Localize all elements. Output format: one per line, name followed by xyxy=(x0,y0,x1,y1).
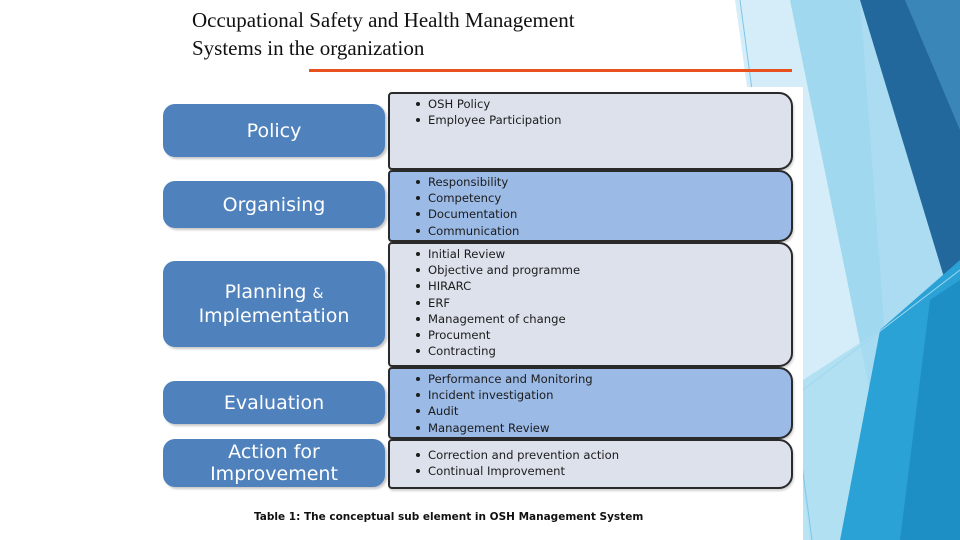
list-item: Employee Participation xyxy=(428,112,791,128)
list-item: Responsibility xyxy=(428,174,791,190)
list-item: Competency xyxy=(428,190,791,206)
list-item: Performance and Monitoring xyxy=(428,371,791,387)
list-item: Continual Improvement xyxy=(428,463,791,479)
slide-title-line-2: Systems in the organization xyxy=(192,36,425,60)
list-item: Objective and programme xyxy=(428,262,791,278)
items-panel-organising xyxy=(388,170,793,242)
list-item: Management Review xyxy=(428,420,791,436)
slide-title xyxy=(192,6,752,62)
items-panel-planning xyxy=(388,242,793,367)
stage-label-line-1 xyxy=(225,281,324,305)
list-item: Communication xyxy=(428,223,791,239)
items-panel-action xyxy=(388,439,793,489)
list-item: Documentation xyxy=(428,206,791,222)
list-item: Contracting xyxy=(428,343,791,359)
osh-table-figure xyxy=(155,87,803,534)
items-panel-policy xyxy=(388,92,793,170)
stage-policy xyxy=(163,104,385,157)
list-item: ERF xyxy=(428,295,791,311)
stage-label-line-1: Action for xyxy=(228,441,320,463)
list-item: Audit xyxy=(428,403,791,419)
stage-organising xyxy=(163,181,385,228)
list-item: Correction and prevention action xyxy=(428,447,791,463)
stage-evaluation xyxy=(163,381,385,424)
stage-label-line-2: Improvement xyxy=(210,463,338,485)
figure-caption: Table 1: The conceptual sub element in OSH Management System xyxy=(254,511,644,523)
list-item: Management of change xyxy=(428,311,791,327)
items-panel-evaluation xyxy=(388,367,793,439)
stage-label: Policy xyxy=(246,119,302,142)
stage-label-ampersand: & xyxy=(312,286,324,302)
stage-planning-implementation xyxy=(163,261,385,347)
stage-label: Planning xyxy=(224,281,307,303)
list-item: Incident investigation xyxy=(428,387,791,403)
stage-label: Evaluation xyxy=(223,391,325,414)
slide-title-line-1: Occupational Safety and Health Management xyxy=(192,8,575,32)
stage-label: Organising xyxy=(222,193,326,216)
list-item: Procument xyxy=(428,327,791,343)
list-item: OSH Policy xyxy=(428,96,791,112)
stage-action-for-improvement xyxy=(163,439,385,487)
stage-label-line-2: Implementation xyxy=(198,305,350,327)
list-item: HIRARC xyxy=(428,278,791,294)
title-underline xyxy=(309,69,792,72)
list-item: Initial Review xyxy=(428,246,791,262)
